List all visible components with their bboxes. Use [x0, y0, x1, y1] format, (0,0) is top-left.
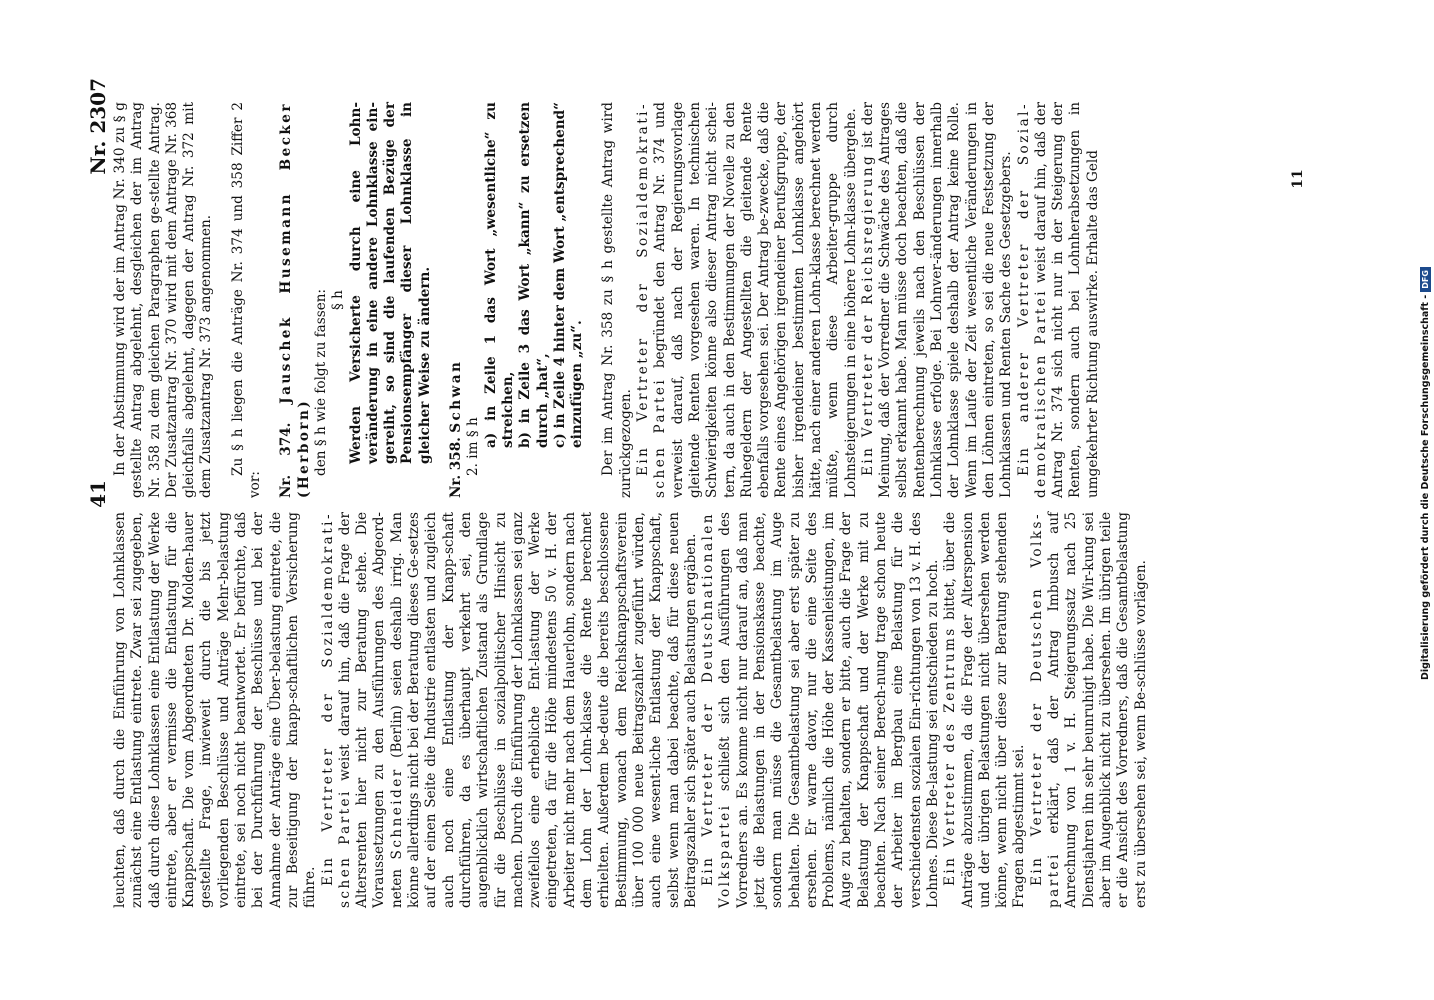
paragraph: In der Abstimmung wird der im Antrag Nr. 340 zu § g gestellte Antrag abgelehnt, desgleichen der im Antrag Nr. 358 zu dem gleichen Paragraphen ge-stellte Antrag. Der Zusatzantrag Nr. 370 wird mit dem Antrage Nr. 368 gleichfalls abgelehnt, dagegen der Antrag Nr. 372 mit dem Zusatzantrag Nr. 373 angenommen.: [112, 102, 215, 498]
speaker-label: Ein Vertreter der Deutschnationalen Volkspartei: [700, 512, 734, 908]
motion-subheading: 2. im § h: [465, 417, 482, 476]
credit-text: Digitalisierung gefördert durch die Deutsche Forschungsgemeinschaft -: [1420, 294, 1431, 680]
paragraph: [942, 512, 1028, 908]
speaker-label: Ein Vertreter des Zentrums: [942, 626, 959, 886]
digitization-credit: [1420, 267, 1431, 680]
paragraph-text: begründet den Antrag Nr. 374 und verweist darauf, daß nach der Regierungsvorlage gleitende Renten vorgesehen waren. In technischen Schwierigkeiten könne also dieser Antrag nicht schei-tern, da auch in den Bestimmungen der Novelle zu den Ruhegeldern der Angestellten die gleitende Rente ebenfalls vorgesehen sei. Der Antrag be-zwecke, daß die Rente eines Angehörigen irgendeiner Berufsgruppe, der bisher irgendeiner bestimmten Lohnklasse angehört hätte, nach einer anderen Lohn-klasse berechnet werden müßte, wenn diese Arbeiter-gruppe durch Lohnsteigerungen in eine höhere Lohn-klasse übergehe.: [652, 102, 859, 498]
motion-item: a) in Zeile 1 das Wort „wesentliche“ zu streichen,: [482, 102, 516, 448]
person-name: Schneider: [388, 767, 405, 860]
paragraph: Zu § h liegen die Anträge Nr. 374 und 358 Ziffer 2 vor:: [229, 102, 264, 498]
motion-item: c) in Zeile 4 hinter dem Wort „entsprechend“ einzufügen „zu“.: [551, 102, 586, 448]
paragraph: [320, 512, 701, 908]
paragraph: Der im Antrag Nr. 358 zu § h gestellte Antrag wird zurückgezogen.: [600, 102, 634, 498]
paragraph-text: erklärt, daß der Antrag Imbusch auf Anrechnung von 1 v. H. Steigerungssatz nach 25 Dienstjahren ihn sehr beunruhigt habe. Die Wir-kung sei aber im Augenblick nicht zu übersehen. Im übrigen teile er die Ansicht des Vorredners, daß die Gesamtbelastung erst zu übersehen sei, wenn Be-schlüsse vorlägen.: [1046, 512, 1149, 908]
paragraph-text: weist darauf hin, daß der Antrag Nr. 374 sich nicht nur in der Steigerung der Renten, sondern auch bei Lohnherabsetzungen in umgekehrter Richtung auswirke. Erhalte das Geld: [1032, 101, 1101, 498]
motion-intro: den § h wie folgt zu fassen:: [312, 288, 329, 476]
motion-item: b) in Zeile 3 das Wort „kann“ zu ersetzen durch „hat“,: [517, 102, 551, 448]
text-column-2: [112, 102, 1102, 498]
document-number: Nr. 2307: [86, 78, 110, 175]
dfg-logo: DFG: [1420, 267, 1431, 292]
paragraph-text: ist der Meinung, daß der Vorredner die Schwäche des Antrages selbst erkannt habe. Man müsse doch beachten, daß die Rentenberechnung jeweils nach den Beschlüssen der Lohnklasse erfolge. Bei Lohnver-änderungen innerhalb der Lohnklasse spiele deshalb der Antrag keine Rolle. Wenn im Laufe der Zeit wesentliche Veränderungen in den Löhnen eintreten, so sei die neue Festsetzung der Lohnklassen und Renten Sache des Gesetzgebers.: [859, 102, 1015, 498]
motion-number: Nr. 358.: [448, 437, 465, 498]
paragraph: [860, 102, 1016, 498]
motion-number: Nr. 374.: [278, 422, 295, 498]
page-number-bottom: 11: [1290, 169, 1306, 189]
speaker-label: Ein anderer Vertreter der Sozial-demokratischen Partei: [1015, 102, 1049, 498]
motion-items: [483, 102, 587, 498]
paragraph: [635, 102, 860, 498]
text-column-1: [112, 512, 1150, 908]
section-sign: § h: [330, 290, 347, 310]
motion-authors: Jauschek Husemann Becker (Herborn): [278, 102, 312, 498]
paragraph: leuchten, daß durch die Einführung von Lohnklassen zunächst eine Entlastung eintrete. Zwar sei zugegeben, daß durch diese Lohnklassen eine Entlastung der Werke eintrete, aber er vermisse die Entlastung für die Knappschaft. Die vom Abgeordneten Dr. Molden-hauer gestellte Frage, inwieweit durch die bis jetzt vorliegenden Beschlüsse und Anträge Mehr-belastung eintrete, sei noch nicht beantwortet. Er befürchte, daß bei der Durchführung der Beschlüsse und bei der Annahme der Anträge eine Über-belastung eintrete, die zur Beseitigung der knapp-schaftlichen Versicherung führe.: [112, 512, 319, 908]
motion-text-block: [348, 102, 434, 498]
speaker-label: Ein Vertreter der Reichsregierung: [859, 153, 876, 476]
speaker-label: Ein Vertreter der Deutschen Volks-partei: [1028, 512, 1063, 908]
motion-heading: [278, 102, 313, 498]
page-number-left: 41: [86, 480, 110, 508]
speaker-label: Ein Vertreter der Sozialdemokrati-schen Partei: [319, 512, 353, 908]
motion-authors: Schwan: [448, 359, 465, 433]
speaker-label: Ein Vertreter der Sozialdemokrati-schen Partei: [635, 102, 669, 498]
paragraph: [1016, 102, 1102, 498]
paragraph-text: (Berlin) seien deshalb irrig. Man könne allerdings nicht bei der Beratung dieses Ge-setzes auf der einen Seite die Industrie entlasten und zugleich auch noch eine Entlastung der Knapp-schaft durchführen, da es überhaupt verkehrt sei, den augenblicklich wirtschaftlichen Zustand als Grundlage für die Beschlüsse in sozialpolitischer Hinsicht zu machen. Durch die Einführung der Lohnklassen sei ganz zweifellos eine erhebliche Ent-lastung der Werke eingetreten, da für die Höhe mindestens 50 v. H. der Arbeiter nicht mehr nach dem Hauerlohn, sondern nach dem Lohn der Lohn-klasse die Rente berechnet erhielten. Außerdem be-deute die bereits beschlossene Bestimmung, wonach dem Reichsknappschaftsverein über 100 000 neue Beitragszahler zugeführt würden, auch eine wesent-liche Entlastung der Knappschaft, selbst wenn man dabei beachte, daß für diese neuen Beitragszahler sich später auch Belastungen ergäben.: [388, 512, 699, 908]
paragraph: [700, 512, 942, 908]
paragraph: [1029, 512, 1150, 908]
paragraph-text: schließt sich den Ausführungen des Vorredners an. Es komme nicht nur darauf an, daß man jetzt die Belastungen in der Pensionskasse beachte, sondern man müsse die Gesamtbelastung im Auge behalten. Die Gesamtbelastung sei aber erst später zu ersehen. Er warne davor, nur die eine Seite des Problems, nämlich die Höhe der Kassenleistungen, im Auge zu behalten, sondern er bitte, auch die Frage der Belastung der Knappschaft und der Werke mit zu beachten. Nach seiner Berech-nung trage schon heute der Arbeiter im Bergbau eine Belastung für die verschiedensten sozialen Ein-richtungen von 13 v. H. des Lohnes. Diese Be-lastung sei entschieden zu hoch.: [717, 512, 941, 908]
motion-heading: [448, 102, 465, 498]
paragraph-text: weist darauf hin, daß die Frage der Altersrenten hier nicht zur Beratung stehe. Die Voraussetzungen zu den Ausführungen des Abgeord-neten: [336, 512, 405, 908]
motion-text: Werden Versicherte durch eine Lohn-veränderung in eine andere Lohnklasse ein-gereiht, so sind die laufenden Bezüge der Pensionsempfänger dieser Lohnklasse in gleicher Weise zu ändern.: [347, 102, 433, 464]
paragraph-text: bittet, über die Anträge abzustimmen, da die Frage der Alterspension und der übrigen Belastungen nicht übersehen werden könne, wenn nicht über diese zur Beratung stehenden Fragen abgestimmt sei.: [942, 512, 1028, 908]
